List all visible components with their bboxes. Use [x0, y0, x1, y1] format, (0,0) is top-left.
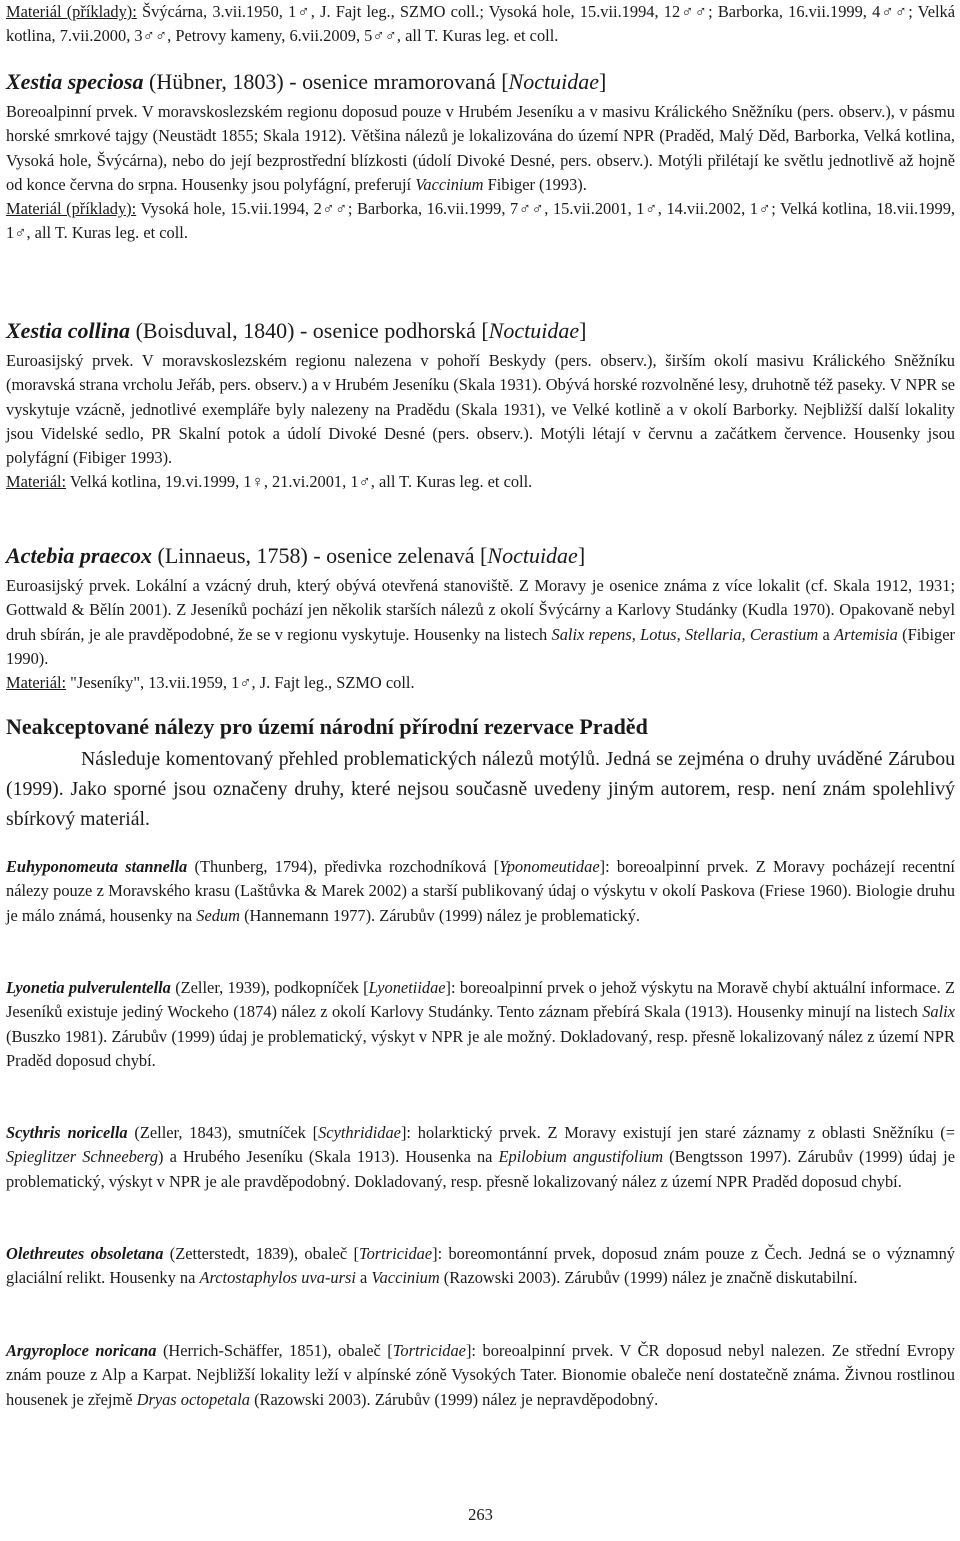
- species-section: [6, 316, 955, 495]
- entry-species-name: Euhyponomeuta stannella: [6, 857, 188, 876]
- species-description: Euroasijský prvek. Lokální a vzácný druh, který obývá otevřená stanoviště. Z Moravy je osenice známa z více lokalit (cf. Skala 1912, 1931; Gottwald & Bělín 2001). Z Jeseníků pochází jen několik starších nálezů z okolí Švýcárny a Karlovy Studánky (Kudla 1970). Opakovaně nebyl druh sbírán, je ale pravděpodobné, že se v regionu vyskytuje. Housenky na listech Salix repens, Lotus, Stellaria, Cerastium a Artemisia (Fibiger 1990).: [6, 576, 955, 668]
- species-heading: Xestia collina (Boisduval, 1840) - osenice podhorská [Noctuidae]: [6, 318, 587, 343]
- rejected-entry: Lyonetia pulverulentella (Zeller, 1939), podkopníček [Lyonetiidae]: boreoalpinní prvek o jehož výskytu na Moravě chybí aktuální informace. Z Jeseníků existuje jediný Wockeho (1874) nález z okolí Karlovy Studánky. Tento záznam přebírá Skala (1913). Housenky minují na listech Salix (Buszko 1981). Zárubův (1999) údaj je problematický, výskyt v NPR je ale možný. Dokladovaný, resp. přesně lokalizovaný nález z území NPR Praděd doposud chybí.: [6, 978, 955, 1070]
- entry-species-name: Argyroploce noricana: [6, 1341, 157, 1360]
- species-name: Actebia praecox: [6, 543, 153, 568]
- material-label: Materiál:: [6, 472, 67, 492]
- rejected-entry: Euhyponomeuta stannella (Thunberg, 1794), předivka rozchodníková [Yponomeutidae]: boreoalpinní prvek. Z Moravy pocházejí recentní nálezy pouze z Moravského krasu (Laštůvka & Marek 2002) a starší publikovaný údaj o výskytu v okolí Paskova (Friese 1960). Biologie druhu je málo známá, housenky na Sedum (Hannemann 1977). Zárubův (1999) nález je problematický.: [6, 857, 955, 925]
- material-label: Materiál (příklady):: [6, 199, 137, 219]
- material-label: Materiál (příklady):: [6, 2, 137, 21]
- species-description: Euroasijský prvek. V moravskoslezském regionu nalezena v pohoří Beskydy (pers. observ.), širším okolí masivu Králického Sněžníku (moravská strana vrcholu Jeřáb, pers. observ.) a v Hrubém Jeseníku (Skala 1931). Obývá horské rozvolněné lesy, druhotně též paseky. V NPR se vyskytuje vzácně, jednotlivé exempláře byly nalezeny na Pradědu (Skala 1931), ve Velké kotlině a v okolí Barborky. Nejbližší další lokality jsou Videlské sedlo, PR Skalní potok a údolí Divoké Desné (pers. observ.). Motýli létají v červnu a začátkem července. Housenky jsou polyfágní (Fibiger 1993).: [6, 351, 955, 468]
- material-label: Materiál:: [6, 673, 67, 693]
- entry-species-name: Scythris noricella: [6, 1123, 128, 1142]
- species-heading: Xestia speciosa (Hübner, 1803) - osenice mramorovaná [Noctuidae]: [6, 69, 607, 94]
- rejected-entry: Scythris noricella (Zeller, 1843), smutníček [Scythrididae]: holarktický prvek. Z Moravy existují jen staré záznamy z oblasti Sněžníku (= Spieglitzer Schneeberg) a Hrubého Jeseníku (Skala 1913). Housenka na Epilobium angustifolium (Bengtsson 1997). Zárubův (1999) údaj je problematický, výskyt v NPR je ale pravděpodobný. Dokladovaný, resp. přesně lokalizovaný nález z území NPR Praděd doposud chybí.: [6, 1123, 955, 1191]
- material-paragraph: Materiál (příklady): Vysoká hole, 15.vii.1994, 2♂♂; Barborka, 16.vii.1999, 7♂♂, 15.vii.2001, 1♂, 14.vii.2002, 1♂; Velká kotlina, 18.vii.1999, 1♂, all T. Kuras leg. et coll.: [6, 199, 955, 243]
- species-section: [6, 67, 955, 246]
- material-paragraph: Materiál: Velká kotlina, 19.vi.1999, 1♀, 21.vi.2001, 1♂, all T. Kuras leg. et coll.: [6, 472, 533, 492]
- species-heading: Actebia praecox (Linnaeus, 1758) - osenice zelenavá [Noctuidae]: [6, 543, 586, 568]
- species-name: Xestia speciosa: [6, 69, 144, 94]
- entry-species-name: Lyonetia pulverulentella: [6, 978, 171, 997]
- species-name: Xestia collina: [6, 318, 131, 343]
- entry-species-name: Olethreutes obsoletana: [6, 1244, 164, 1263]
- section-heading: Neakceptované nálezy pro území národní přírodní rezervace Praděd: [6, 714, 648, 739]
- material-text: Švýcárna, 3.vii.1950, 1♂, J. Fajt leg., SZMO coll.; Vysoká hole, 15.vii.1994, 12♂♂; Barborka, 16.vii.1999, 4♂♂; Velká kotlina, 7.vii.2000, 3♂♂, Petrovy kameny, 6.vii.2009, 5♂♂, all T. Kuras leg. et coll.: [6, 2, 955, 46]
- species-section: [6, 541, 955, 695]
- section-intro: Následuje komentovaný přehled problematických nálezů motýlů. Jedná se zejména o druhy uváděné Zárubou (1999). Jako sporné jsou označeny druhy, které nejsou současně uvedeny jiným autorem, resp. není znám spolehlivý sbírkový materiál.: [6, 748, 955, 830]
- rejected-entry: Olethreutes obsoletana (Zetterstedt, 1839), obaleč [Tortricidae]: boreomontánní prvek, doposud znám pouze z Čech. Jedná se o významný glaciální relikt. Housenky na Arctostaphylos uva-ursi a Vaccinium (Razowski 2003). Zárubův (1999) nález je značně diskutabilní.: [6, 1244, 955, 1288]
- material-paragraph: Materiál: "Jeseníky", 13.vii.1959, 1♂, J. Fajt leg., SZMO coll.: [6, 673, 415, 693]
- page-number: 263: [468, 1505, 493, 1524]
- material-paragraph: [6, 0, 955, 49]
- species-description: Boreoalpinní prvek. V moravskoslezském regionu doposud pouze v Hrubém Jeseníku a v masivu Králického Sněžníku (pers. observ.), v pásmu horské smrkové tajgy (Neustädt 1855; Skala 1912). Většina nálezů je lokalizována do území NPR (Praděd, Malý Děd, Barborka, Velká kotlina, Vysoká hole, Švýcárna), nebo do její bezprostřední blízkosti (údolí Divoké Desné, pers. observ.). Motýli přilétají ke světlu jednotlivě až hojně od konce června do srpna. Housenky jsou polyfágní, preferují Vaccinium Fibiger (1993).: [6, 102, 955, 194]
- rejected-entry: Argyroploce noricana (Herrich-Schäffer, 1851), obaleč [Tortricidae]: boreoalpinní prvek. V ČR doposud nebyl nalezen. Ze střední Evropy znám pouze z Alp a Karpat. Nejbližší lokality leží v alpínské zóně Vysokých Tater. Bionomie obaleče není dostatečně známa. Živnou rostlinou housenek je zřejmě Dryas octopetala (Razowski 2003). Zárubův (1999) nález je nepravděpodobný.: [6, 1341, 955, 1409]
